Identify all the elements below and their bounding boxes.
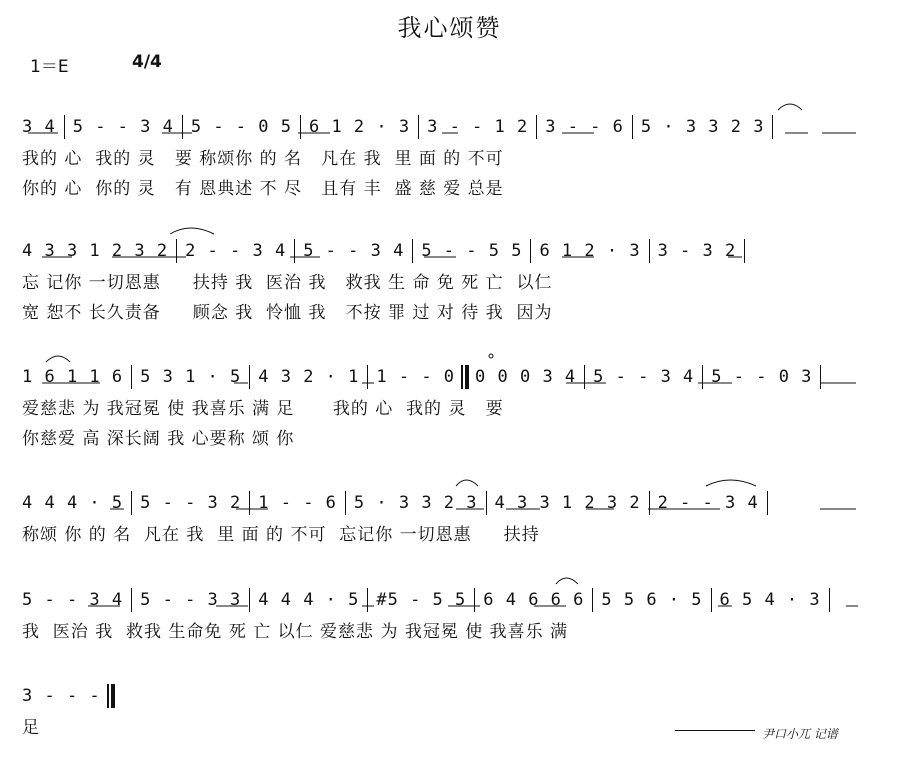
measure: 5 - - 0 3 [711, 367, 813, 387]
slur [456, 480, 478, 486]
barline [702, 365, 703, 389]
lyric-line: 称颂 你 的 名 凡在 我 里 面 的 不可 忘记你 一切恩惠 扶持 [22, 525, 540, 545]
barline [632, 115, 633, 139]
barline [530, 239, 531, 263]
barline [486, 491, 487, 515]
measure: 5 - - 0 5 [190, 117, 292, 137]
measure: 5 - - 3 4 [22, 590, 124, 610]
barline [744, 239, 745, 263]
barline [767, 491, 768, 515]
barline [711, 588, 712, 612]
measure: 4 4 4 · 5 [22, 493, 124, 513]
barline [182, 115, 183, 139]
barline [829, 588, 830, 612]
time-signature: 4/4 [132, 52, 162, 72]
barline [249, 588, 250, 612]
measure: 1 - - 6 [258, 493, 337, 513]
measure: 4 3 3 1 2 3 2 [494, 493, 641, 513]
notation-row-3 [22, 364, 880, 390]
key-signature: 1＝E [30, 57, 69, 77]
measure: 2 - - 3 4 [657, 493, 759, 513]
notation-row-4 [22, 490, 880, 516]
barline [772, 115, 773, 139]
measure: 3 - - 1 2 [427, 117, 529, 137]
measure: 5 - - 3 4 [593, 367, 695, 387]
measure: 3 - 3 2 [657, 241, 737, 261]
measure: 4 4 4 · 5 [258, 590, 360, 610]
lyric-line: 我 医治 我 救我 生命免 死 亡 以仁 爱慈悲 为 我冠冕 使 我喜乐 满 [22, 622, 569, 642]
notation-row-5 [22, 587, 880, 613]
measure: 3 4 [22, 117, 56, 137]
barline [474, 588, 475, 612]
barline [176, 239, 177, 263]
measure: 4 3 2 · 1 [258, 367, 360, 387]
lyric-line: 忘 记你 一切恩惠 扶持 我 医治 我 救我 生 命 免 死 亡 以仁 [22, 273, 553, 293]
barline [64, 115, 65, 139]
lyric-line: 你慈爱 高 深长阔 我 心要称 颂 你 [22, 429, 295, 449]
barline [131, 588, 132, 612]
slur [778, 104, 802, 110]
barline [592, 588, 593, 612]
barline [249, 491, 250, 515]
transcriber-credit: 尹口小兀 记谱 [762, 727, 838, 741]
barline [649, 491, 650, 515]
barline [367, 365, 368, 389]
barline [536, 115, 537, 139]
barline [300, 115, 301, 139]
measure: 6 4 6 6 6 [483, 590, 585, 610]
barline [131, 365, 132, 389]
measure: #5 - 5 5 [376, 590, 467, 610]
fermata-dot [489, 354, 493, 358]
barline [367, 588, 368, 612]
barline [294, 239, 295, 263]
measure: 5 - - 3 4 [72, 117, 174, 137]
measure: 5 - - 3 2 [140, 493, 242, 513]
barline [584, 365, 585, 389]
signature-rule [675, 730, 755, 731]
barline [412, 239, 413, 263]
measure: 5 3 1 · 5 [140, 367, 242, 387]
final-barline [107, 684, 109, 708]
lyric-line: 足 [22, 718, 40, 738]
slur [170, 228, 214, 234]
measure: 5 · 3 3 2 3 [353, 493, 478, 513]
barline [345, 491, 346, 515]
measure: 5 5 6 · 5 [601, 590, 703, 610]
measure: 1 6 1 1 6 [22, 367, 124, 387]
barline [649, 239, 650, 263]
song-title: 我心颂赞 [397, 14, 502, 42]
measure: 6 1 2 · 3 [308, 117, 411, 137]
barline [249, 365, 250, 389]
measure: 5 · 3 3 2 3 [640, 117, 765, 137]
measure: 1 - - 0 [376, 367, 456, 387]
slur [46, 356, 70, 362]
slur [706, 480, 756, 486]
notation-row-2 [22, 238, 880, 264]
notation-row-6 [22, 683, 132, 709]
lyric-line: 你的 心 你的 灵 有 恩典述 不 尽 且有 丰 盛 慈 爱 总是 [22, 179, 504, 199]
double-barline [461, 365, 463, 389]
measure: 5 - - 3 4 [303, 241, 405, 261]
measure: 5 - - 5 5 [421, 241, 523, 261]
barline [820, 365, 821, 389]
measure: 0 0 0 3 4 [475, 367, 577, 387]
measure: 5 - - 3 3 [140, 590, 242, 610]
lyric-line: 爱慈悲 为 我冠冕 使 我喜乐 满 足 我的 心 我的 灵 要 [22, 399, 504, 419]
slur [556, 578, 578, 584]
barline [131, 491, 132, 515]
notation-row-1 [22, 114, 880, 140]
barline [418, 115, 419, 139]
measure: 3 - - 6 [545, 117, 624, 137]
measure: 4 3 3 1 2 3 2 [22, 241, 169, 261]
measure: 2 - - 3 4 [185, 241, 287, 261]
measure: 3 - - - [22, 686, 101, 706]
measure: 6 1 2 · 3 [539, 241, 641, 261]
measure: 6 5 4 · 3 [719, 590, 821, 610]
lyric-line: 宽 恕不 长久责备 顾念 我 怜恤 我 不按 罪 过 对 待 我 因为 [22, 303, 553, 323]
lyric-line: 我的 心 我的 灵 要 称颂你 的 名 凡在 我 里 面 的 不可 [22, 149, 504, 169]
